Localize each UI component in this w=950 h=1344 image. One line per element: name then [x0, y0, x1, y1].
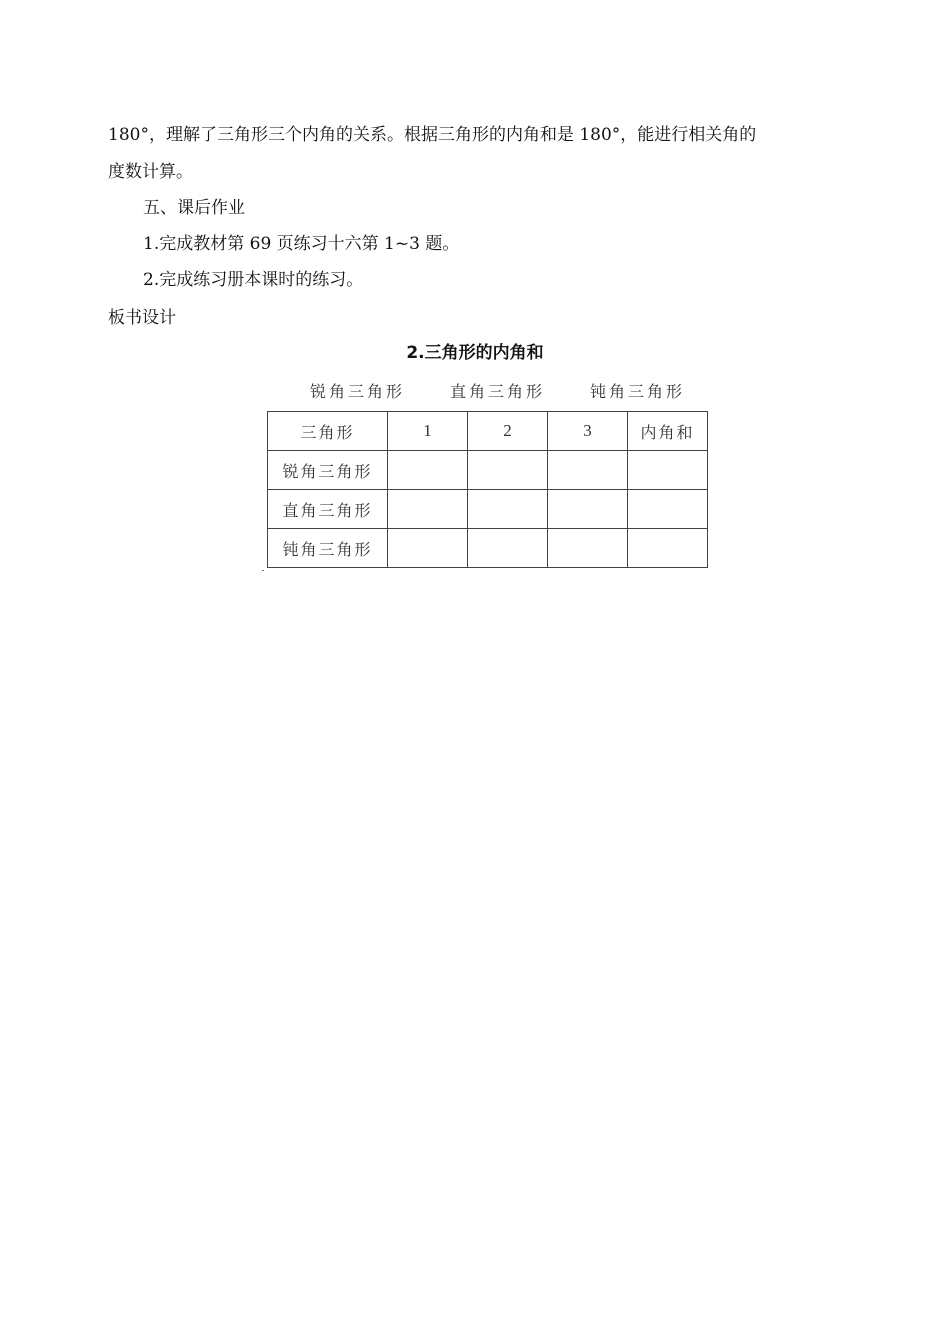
paragraph-line: 度数计算。 — [108, 162, 193, 182]
table-header-row — [268, 412, 708, 451]
angle-sum-table — [267, 411, 708, 568]
table-header-cell: 内角和 — [628, 412, 708, 451]
stray-mark — [262, 570, 264, 571]
table-cell — [628, 490, 708, 529]
table-cell — [388, 451, 468, 490]
table-cell — [548, 529, 628, 568]
table-cell — [388, 490, 468, 529]
table-header-cell: 三角形 — [268, 412, 388, 451]
table-header-cell: 1 — [388, 412, 468, 451]
table-header-cell: 2 — [468, 412, 548, 451]
table-header-cell: 3 — [548, 412, 628, 451]
table-row-label: 锐角三角形 — [268, 451, 388, 490]
table-row — [268, 490, 708, 529]
table-cell — [388, 529, 468, 568]
table-cell — [468, 451, 548, 490]
table-cell — [468, 490, 548, 529]
board-design-label: 板书设计 — [108, 308, 176, 328]
homework-item: 2.完成练习册本课时的练习。 — [143, 270, 364, 290]
board-title: 2.三角形的内角和 — [406, 343, 544, 363]
table-cell — [628, 451, 708, 490]
triangle-type-label: 钝角三角形 — [590, 382, 686, 401]
table-row-label: 直角三角形 — [268, 490, 388, 529]
table-cell — [468, 529, 548, 568]
table-cell — [628, 529, 708, 568]
table-row — [268, 451, 708, 490]
table-cell — [548, 490, 628, 529]
homework-heading: 五、课后作业 — [143, 198, 245, 218]
paragraph-line: 180°，理解了三角形三个内角的关系。根据三角形的内角和是 180°，能进行相关角的 — [108, 125, 757, 145]
triangle-type-label: 锐角三角形 — [310, 382, 406, 401]
homework-item: 1.完成教材第 69 页练习十六第 1~3 题。 — [143, 234, 460, 254]
triangle-type-label: 直角三角形 — [450, 382, 546, 401]
table-row — [268, 529, 708, 568]
table-row-label: 钝角三角形 — [268, 529, 388, 568]
table-cell — [548, 451, 628, 490]
